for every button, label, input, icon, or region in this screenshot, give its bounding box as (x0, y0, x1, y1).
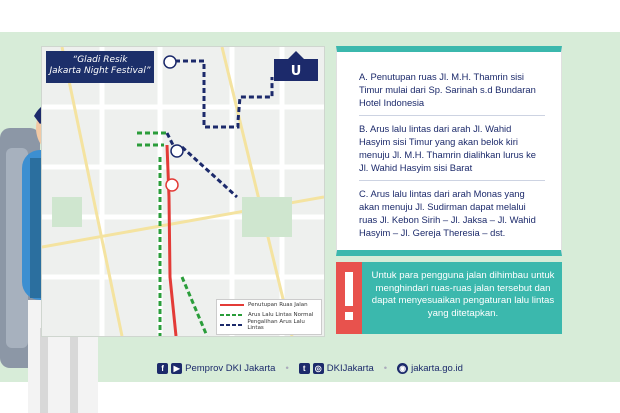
exclamation-icon (342, 272, 356, 322)
map-canvas (42, 47, 324, 336)
globe-icon: ◉ (397, 363, 408, 374)
footer-website[interactable] (397, 363, 463, 374)
map-legend (216, 299, 322, 335)
warning-badge (336, 262, 362, 334)
legend-label: Pengalihan Arus Lalu Lintas (247, 319, 305, 331)
footer-separator: • (285, 363, 289, 374)
notice-text: Untuk para pengguna jalan dihimbau untuk menghindari ruas-ruas jalan tersebut dan dapat menyesuaikan pengaturan lalu lintas yang ditetapkan. (371, 270, 555, 319)
traffic-map (41, 46, 325, 337)
marker-2c (164, 56, 176, 68)
footer (0, 355, 620, 382)
legend-label: Penutupan Ruas Jalan (248, 302, 308, 308)
map-title-line1: “Gladi Resik (72, 55, 128, 65)
notice-banner (336, 262, 562, 334)
twitter-icon: t (299, 363, 310, 374)
info-item-c: C. Arus lalu lintas dari arah Monas yang akan menuju Jl. Sudirman dapat melalui ruas Jl. Kebon Sirih – Jl. Jaksa – Jl. Wahid Hasyim – Jl. Gereja Theresia – dst. (359, 188, 536, 238)
footer-website-label: jakarta.go.id (411, 363, 463, 374)
marker-2b (171, 145, 183, 157)
footer-org-label: Pemprov DKI Jakarta (185, 363, 276, 374)
legend-label: Arus Lalu Lintas Normal (248, 312, 314, 318)
footer-separator: • (383, 363, 388, 374)
info-card (336, 46, 562, 256)
facebook-icon: f (157, 363, 168, 374)
legend-row-closed (217, 300, 321, 310)
youtube-icon: ▶ (171, 363, 182, 374)
info-item-a: A. Penutupan ruas Jl. M.H. Thamrin sisi Timur mulai dari Sp. Sarinah s.d Bundaran Hotel Indonesia (359, 64, 545, 116)
map-title-line2: Jakarta Night Festival” (49, 66, 151, 76)
info-item-b: B. Arus lalu lintas dari arah Jl. Wahid Hasyim sisi Timur yang akan belok kiri menuju Jl. M.H. Thamrin dialihkan lurus ke Jl. Wahid Hasyim sisi Barat (359, 116, 545, 181)
map-title (46, 51, 154, 83)
marker-2a (166, 179, 178, 191)
north-compass-icon (274, 51, 318, 81)
footer-handle-label: DKIJakarta (326, 363, 374, 374)
instagram-icon: ◎ (313, 363, 324, 374)
footer-org[interactable] (157, 363, 275, 374)
footer-handle[interactable] (299, 363, 374, 374)
compass-letter: U (290, 64, 302, 79)
legend-row-diversion (217, 320, 321, 330)
